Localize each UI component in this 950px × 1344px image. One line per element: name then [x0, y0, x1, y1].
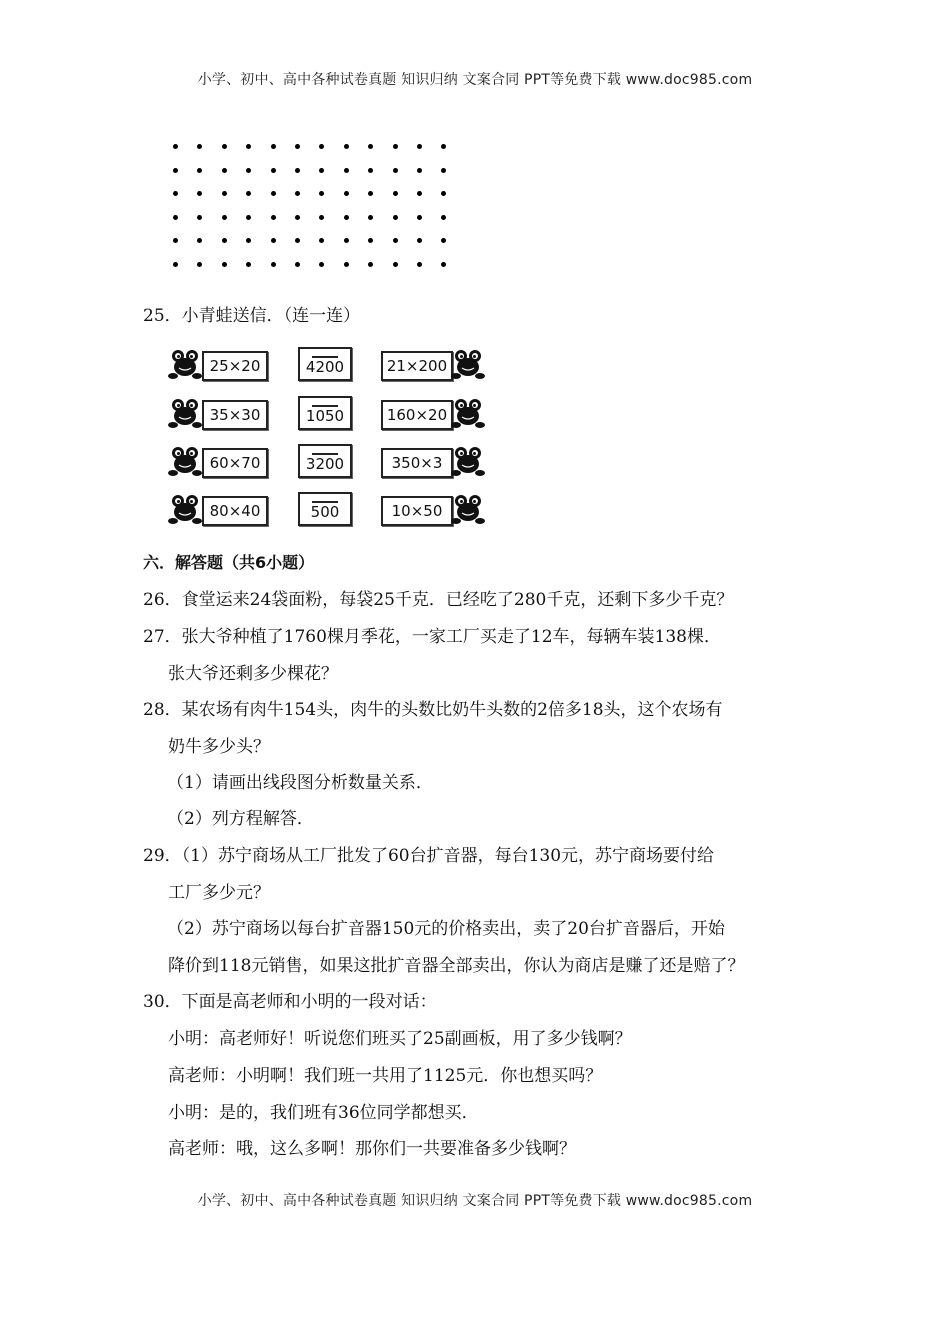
grid-dot: [319, 168, 324, 173]
grid-dot: [197, 238, 202, 243]
grid-dot: [368, 144, 373, 149]
grid-dot: [173, 144, 178, 149]
grid-dot: [319, 262, 324, 267]
grid-dot: [393, 144, 398, 149]
grid-dot: [271, 144, 276, 149]
connect-row: [168, 442, 488, 482]
grid-dot: [222, 191, 227, 196]
frog-icon: [168, 492, 202, 526]
frog-icon: [168, 396, 202, 430]
page-header: 小学、初中、高中各种试卷真题 知识归纳 文案合同 PPT等免费下载 www.doc985.com: [197, 72, 753, 88]
grid-dot: [271, 262, 276, 267]
grid-dot: [246, 144, 251, 149]
frog-icon: [168, 444, 202, 478]
section-title: 六．解答题（共6小题）: [143, 553, 315, 572]
grid-dot: [417, 215, 422, 220]
frog-icon: [451, 444, 485, 478]
grid-dot: [319, 144, 324, 149]
grid-dot: [344, 238, 349, 243]
grid-dot: [417, 191, 422, 196]
question-27-line: 张大爷还剩多少棵花？: [168, 664, 338, 684]
question-29-line: （2）苏宁商场以每台扩音器150元的价格卖出，卖了20台扩音器后，开始: [167, 919, 725, 939]
question-28-sub: （2）列方程解答．: [167, 809, 314, 829]
grid-dot: [319, 238, 324, 243]
question-29-line: 降价到118元销售，如果这批扩音器全部卖出，你认为商店是赚了还是赔了？: [168, 956, 745, 976]
grid-dot: [441, 215, 446, 220]
grid-dot: [441, 191, 446, 196]
question-27-line: 27．张大爷种植了1760棵月季花，一家工厂买走了12车，每辆车装138棵．: [143, 627, 721, 647]
frog-icon: [451, 396, 485, 430]
grid-dot: [417, 262, 422, 267]
grid-dot: [246, 215, 251, 220]
grid-dot: [393, 215, 398, 220]
grid-dot: [295, 168, 300, 173]
grid-dot: [344, 215, 349, 220]
connect-row: [168, 490, 488, 530]
question-26: 26．食堂运来24袋面粉，每袋25千克．已经吃了280千克，还剩下多少千克？: [143, 590, 734, 610]
grid-dot: [173, 168, 178, 173]
grid-dot: [417, 238, 422, 243]
grid-dot: [271, 238, 276, 243]
mailbox-answer[interactable]: 4200: [298, 347, 352, 381]
frog-icon: [451, 492, 485, 526]
grid-dot: [295, 238, 300, 243]
left-expression-card[interactable]: 25×20: [202, 351, 268, 381]
frog-icon: [451, 347, 485, 381]
grid-dot: [197, 168, 202, 173]
grid-dot: [197, 262, 202, 267]
grid-dot: [271, 215, 276, 220]
connect-row: [168, 394, 488, 434]
left-expression-card[interactable]: 80×40: [202, 496, 268, 526]
connect-row: [168, 345, 488, 385]
grid-dot: [222, 144, 227, 149]
grid-dot: [246, 168, 251, 173]
grid-dot: [246, 262, 251, 267]
grid-dot: [319, 215, 324, 220]
dialogue-line: 小明：是的，我们班有36位同学都想买．: [168, 1103, 479, 1123]
question-30-intro: 30．下面是高老师和小明的一段对话：: [143, 992, 437, 1012]
grid-dot: [393, 262, 398, 267]
grid-dot: [173, 262, 178, 267]
grid-dot: [271, 168, 276, 173]
grid-dot: [344, 262, 349, 267]
right-expression-card[interactable]: 10×50: [381, 496, 453, 526]
grid-dot: [197, 191, 202, 196]
grid-dot: [222, 262, 227, 267]
grid-dot: [393, 191, 398, 196]
dot-grid: [168, 138, 458, 288]
grid-dot: [393, 168, 398, 173]
mailbox-answer[interactable]: 500: [298, 492, 352, 526]
question-28-sub: （1）请画出线段图分析数量关系．: [167, 773, 433, 793]
grid-dot: [319, 191, 324, 196]
mailbox-answer[interactable]: 1050: [298, 396, 352, 430]
right-expression-card[interactable]: 160×20: [381, 400, 453, 430]
grid-dot: [173, 238, 178, 243]
grid-dot: [344, 168, 349, 173]
grid-dot: [441, 238, 446, 243]
grid-dot: [344, 144, 349, 149]
grid-dot: [441, 144, 446, 149]
right-expression-card[interactable]: 350×3: [381, 448, 453, 478]
mailbox-answer[interactable]: 3200: [298, 444, 352, 478]
grid-dot: [246, 191, 251, 196]
grid-dot: [417, 168, 422, 173]
grid-dot: [368, 191, 373, 196]
question-28-line: 奶牛多少头？: [168, 737, 270, 757]
connect-exercise: [168, 340, 488, 530]
left-expression-card[interactable]: 60×70: [202, 448, 268, 478]
grid-dot: [197, 215, 202, 220]
question-25: 25．小青蛙送信．（连一连）: [143, 306, 361, 326]
grid-dot: [441, 262, 446, 267]
frog-icon: [168, 347, 202, 381]
grid-dot: [368, 262, 373, 267]
grid-dot: [222, 215, 227, 220]
grid-dot: [344, 191, 349, 196]
grid-dot: [295, 262, 300, 267]
dialogue-line: 高老师：小明啊！我们班一共用了1125元．你也想买吗？: [168, 1066, 603, 1086]
grid-dot: [246, 238, 251, 243]
grid-dot: [368, 238, 373, 243]
left-expression-card[interactable]: 35×30: [202, 400, 268, 430]
grid-dot: [368, 215, 373, 220]
question-28-line: 28．某农场有肉牛154头，肉牛的头数比奶牛头数的2倍多18头，这个农场有: [143, 700, 723, 720]
grid-dot: [173, 191, 178, 196]
question-29-line: 工厂多少元？: [168, 883, 270, 903]
dialogue-line: 小明：高老师好！听说您们班买了25副画板，用了多少钱啊？: [168, 1029, 632, 1049]
grid-dot: [393, 238, 398, 243]
question-29-line: 29．（1）苏宁商场从工厂批发了60台扩音器，每台130元，苏宁商场要付给: [143, 846, 715, 866]
grid-dot: [417, 144, 422, 149]
grid-dot: [222, 168, 227, 173]
grid-dot: [173, 215, 178, 220]
grid-dot: [295, 144, 300, 149]
grid-dot: [197, 144, 202, 149]
grid-dot: [368, 168, 373, 173]
grid-dot: [295, 191, 300, 196]
grid-dot: [295, 215, 300, 220]
right-expression-card[interactable]: 21×200: [381, 351, 453, 381]
dialogue-line: 高老师：哦，这么多啊！那你们一共要准备多少钱啊？: [168, 1139, 576, 1159]
grid-dot: [271, 191, 276, 196]
grid-dot: [222, 238, 227, 243]
grid-dot: [441, 168, 446, 173]
page-footer: 小学、初中、高中各种试卷真题 知识归纳 文案合同 PPT等免费下载 www.doc985.com: [197, 1193, 753, 1209]
